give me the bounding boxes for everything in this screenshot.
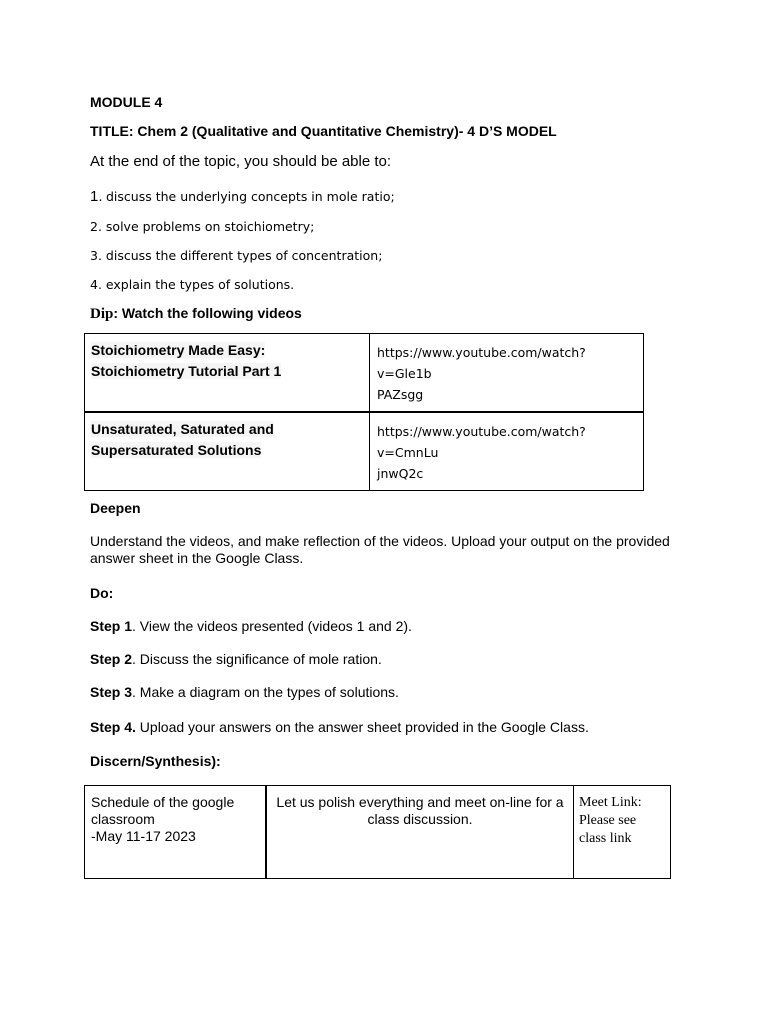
step-label: Step 3 <box>90 684 133 700</box>
video-url-cell[interactable] <box>370 334 644 413</box>
step-text: . Discuss the significance of mole ration. <box>132 651 382 667</box>
objective-item <box>90 219 314 234</box>
video-title-line: Stoichiometry Made Easy: <box>91 342 266 358</box>
objective-item <box>90 277 294 292</box>
objective-number: 4. <box>90 277 102 292</box>
objective-number: 1. <box>90 188 103 205</box>
deepen-heading: Deepen <box>90 500 141 516</box>
objective-text: solve problems on stoichiometry; <box>105 219 315 234</box>
dip-label: Dip <box>90 306 114 322</box>
step-item <box>90 651 382 667</box>
video-title-line: Stoichiometry Tutorial Part 1 <box>91 363 282 379</box>
step-label: Step 2 <box>90 651 133 667</box>
meet-link-note: class link <box>579 831 632 846</box>
schedule-line: Schedule of the google <box>91 794 235 810</box>
objective-number: 3. <box>90 248 102 263</box>
activity-text: Let us polish everything and meet on-line for a class discussion. <box>276 794 564 827</box>
step-text: Upload your answers on the answer sheet provided in the Google Class. <box>135 719 589 735</box>
objective-text: discuss the underlying concepts in mole ratio; <box>106 189 395 204</box>
video-url-cell[interactable] <box>370 412 644 491</box>
step-item <box>90 719 589 735</box>
discern-heading: Discern/Synthesis): <box>90 753 221 769</box>
schedule-line: classroom <box>91 811 155 827</box>
step-label: Step 4. <box>90 719 136 735</box>
video-link[interactable]: jnwQ2c <box>377 466 424 481</box>
step-item <box>90 618 412 634</box>
video-title-cell <box>85 334 370 413</box>
video-table <box>84 333 644 491</box>
table-row <box>85 412 644 491</box>
intro-text: At the end of the topic, you should be able to: <box>90 153 392 170</box>
activity-cell <box>266 786 574 879</box>
video-title-line: Unsaturated, Saturated and <box>91 421 274 437</box>
meet-link-note: Please see <box>579 813 637 828</box>
step-label: Step 1 <box>90 618 133 634</box>
step-item <box>90 684 399 700</box>
video-title-line: Supersaturated Solutions <box>91 442 262 458</box>
schedule-table <box>84 785 671 879</box>
table-row <box>85 334 644 413</box>
schedule-date: -May 11-17 2023 <box>91 828 196 844</box>
module-heading: MODULE 4 <box>90 94 163 110</box>
meet-link-cell <box>574 786 671 879</box>
video-link[interactable]: https://www.youtube.com/watch?v=Gle1b <box>377 345 586 381</box>
dip-heading <box>90 305 302 323</box>
meet-link-label: Meet Link: <box>579 795 642 810</box>
objective-text: explain the types of solutions. <box>105 277 295 292</box>
objective-item <box>90 248 382 263</box>
page-title: TITLE: Chem 2 (Qualitative and Quantitative Chemistry)- 4 D’S MODEL <box>90 123 557 139</box>
step-text: . Make a diagram on the types of solutions. <box>132 684 399 700</box>
objective-item <box>90 188 395 205</box>
deepen-text: Understand the videos, and make reflection of the videos. Upload your output on the provided answer sheet in the Google Class. <box>90 533 670 566</box>
objective-text: discuss the different types of concentration; <box>105 248 383 263</box>
objective-number: 2. <box>90 219 102 234</box>
step-text: . View the videos presented (videos 1 and 2). <box>132 618 412 634</box>
do-heading: Do: <box>90 585 114 601</box>
schedule-cell <box>85 786 267 879</box>
dip-text: : Watch the following videos <box>113 305 302 321</box>
table-row <box>85 786 671 879</box>
video-title-cell <box>85 412 370 491</box>
video-link[interactable]: https://www.youtube.com/watch?v=CmnLu <box>377 424 586 460</box>
video-link[interactable]: PAZsgg <box>377 387 424 402</box>
